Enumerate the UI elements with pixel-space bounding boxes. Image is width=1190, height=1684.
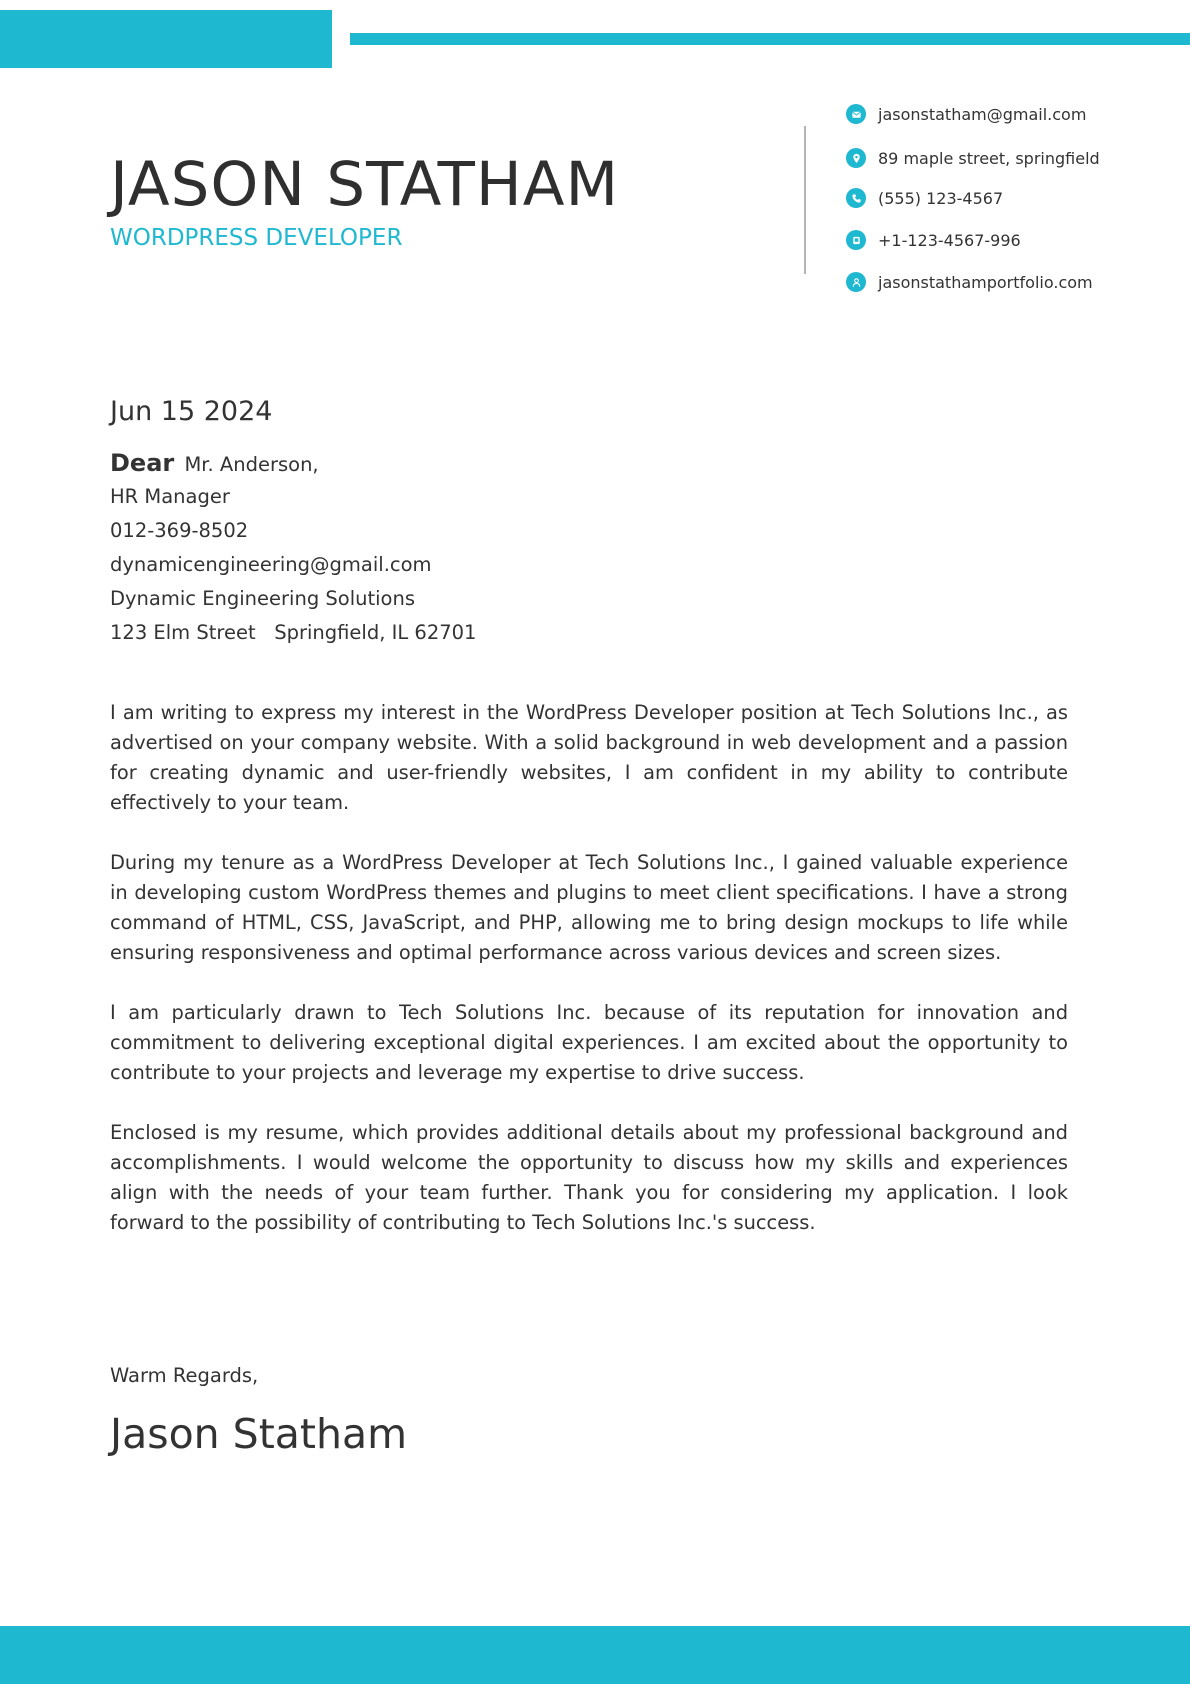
contact-address-text: 89 maple street, springfield: [878, 148, 1100, 168]
recipient-block: [110, 446, 476, 650]
user-icon: [846, 272, 866, 292]
recipient-name: Mr. Anderson,: [184, 453, 319, 476]
recipient-company: Dynamic Engineering Solutions: [110, 587, 415, 610]
salutation-word: Dear: [110, 449, 175, 477]
location-pin-icon: [846, 148, 866, 168]
applicant-role: WORDPRESS DEVELOPER: [110, 225, 403, 251]
applicant-name: JASON STATHAM: [110, 149, 620, 220]
contact-email-text: jasonstatham@gmail.com: [878, 104, 1087, 124]
body-paragraph: I am writing to express my interest in the WordPress Developer position at Tech Solutions Inc., as advertised on your company website. With a solid background in web development and a passion for creating dynamic and user-friendly websites, I am confident in my ability to contribute effectively to your team.: [110, 701, 1068, 814]
body-paragraph: I am particularly drawn to Tech Solutions Inc. because of its reputation for innovation and commitment to delivering exceptional digital experiences. I am excited about the opportunity to contribute to your projects and leverage my expertise to drive success.: [110, 1001, 1068, 1084]
recipient-title: HR Manager: [110, 485, 230, 508]
recipient-address: 123 Elm Street Springfield, IL 62701: [110, 621, 477, 644]
contact-email: [846, 102, 1086, 126]
header-accent-block: [0, 10, 332, 68]
phone-icon: [846, 188, 866, 208]
mobile-icon: [846, 230, 866, 250]
body-paragraph: Enclosed is my resume, which provides additional details about my professional background and accomplishments. I would welcome the opportunity to discuss how my skills and experiences align with the needs of your team further. Thank you for considering my application. I look forward to the possibility of contributing to Tech Solutions Inc.'s success.: [110, 1121, 1068, 1234]
body-paragraph: During my tenure as a WordPress Developer at Tech Solutions Inc., I gained valuable experience in developing custom WordPress themes and plugins to meet client specifications. I have a strong command of HTML, CSS, JavaScript, and PHP, allowing me to bring design mockups to life while ensuring responsiveness and optimal performance across various devices and screen sizes.: [110, 851, 1068, 964]
header-accent-line: [350, 33, 1190, 45]
letter-date: Jun 15 2024: [110, 396, 273, 427]
contact-portfolio-text: jasonstathamportfolio.com: [878, 272, 1093, 292]
contact-phone-text: (555) 123-4567: [878, 188, 1004, 208]
letter-body: [110, 698, 1068, 1268]
recipient-phone: 012-369-8502: [110, 519, 249, 542]
email-icon: [846, 104, 866, 124]
contact-phone: [846, 186, 1003, 210]
footer-accent-bar: [0, 1626, 1190, 1684]
contact-portfolio: [846, 270, 1093, 294]
salutation-line: [110, 446, 476, 480]
contact-mobile: [846, 228, 1021, 252]
contact-address: [846, 146, 1100, 170]
signature-name: Jason Statham: [110, 1410, 408, 1458]
contact-mobile-text: +1-123-4567-996: [878, 230, 1021, 250]
recipient-email: dynamicengineering@gmail.com: [110, 553, 432, 576]
closing-line: Warm Regards,: [110, 1364, 259, 1387]
header-divider: [804, 126, 806, 274]
